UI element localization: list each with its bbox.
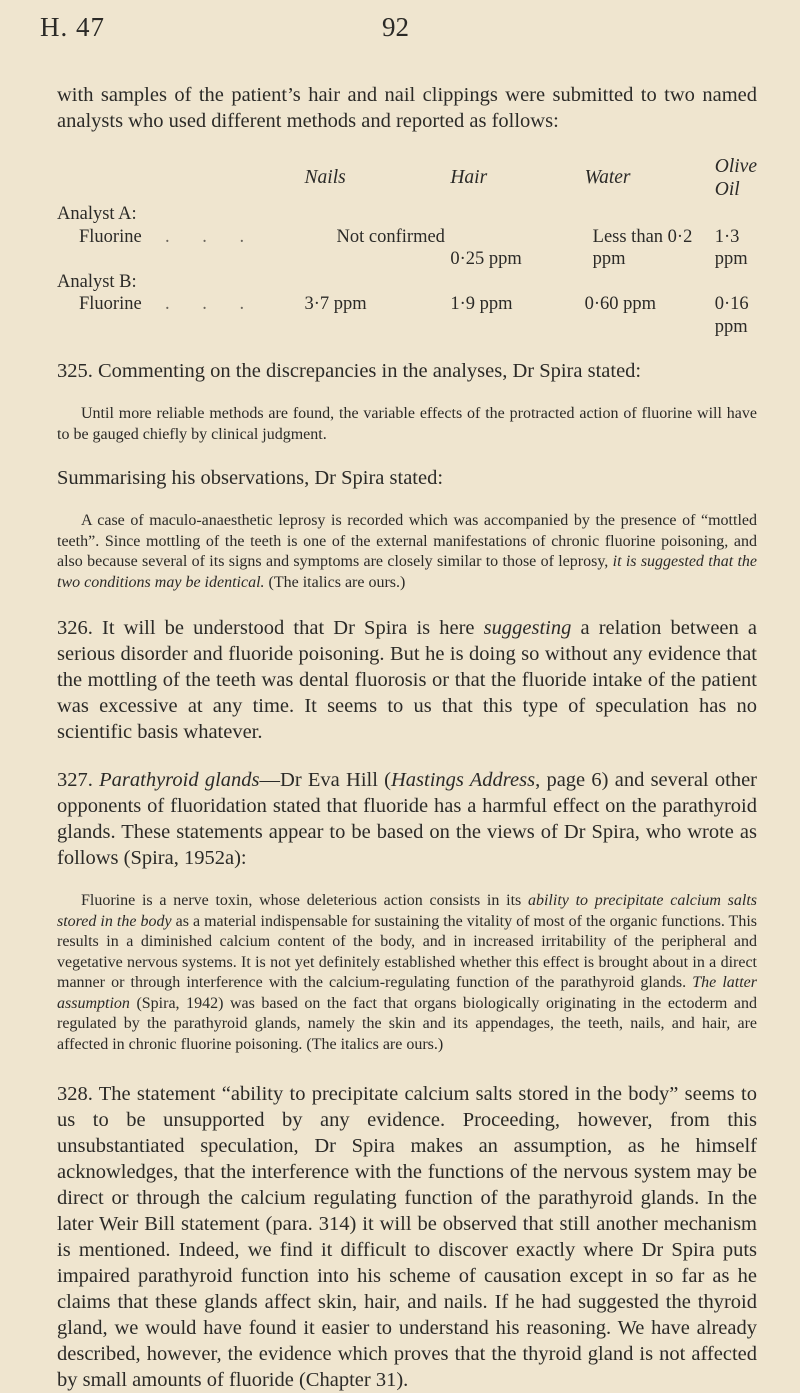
column-header-hair: Hair: [450, 167, 488, 189]
paragraph-327: 327. Parathyroid glands—Dr Eva Hill (Hastings Address, page 6) and several other opponents of fluoridation stated that fluoride has a harmful effect on the parathyroid glands. These statements appear to be based on the views of Dr Spira, who wrote as follows (Spira, 1952a):: [57, 769, 757, 869]
table-row: [57, 293, 757, 338]
cell-nails: 3·7 ppm: [304, 294, 367, 314]
quote-summary: A case of maculo-anaesthetic leprosy is recorded which was accompanied by the presence of “mottled teeth”. Since mottling of the teeth is one of the external manifestations of chronic fluorine poisoning, and also because several of its signs and symptoms are closely similar to those of leprosy, it is suggested that the two conditions may be identical. (The italics are ours.): [57, 512, 757, 591]
quote-327: Fluorine is a nerve toxin, whose deleterious action consists in its ability to precipitate calcium salts stored in the body as a material indispensable for sustaining the vitality of most of the organic functions. This results in a diminished calcium content of the body, and in increased irritability of the peripheral and vegetative nervous systems. It is not yet definitely established whether this effect is brought about in a direct manner or through interference with the calcium-regulating function of the parathyroid glands. The latter assumption (Spira, 1942) was based on the fact that organs biologically originating in the ectoderm and regulated by the parathyroid glands, namely the skin and its appendages, the teeth, nails, and hair, are affected in chronic fluorine poisoning. (The italics are ours.): [57, 892, 757, 1053]
cell-nails: Not confirmed: [336, 226, 445, 247]
cell-olive-oil: 0·16 ppm: [714, 294, 749, 337]
cell-hair: 1·9 ppm: [450, 294, 513, 314]
row-label: Fluorine . . .: [79, 226, 259, 247]
quote-325: Until more reliable methods are found, the variable effects of the protracted action of fluorine will have to be gauged chiefly by clinical judgment.: [57, 405, 757, 443]
cell-water: Less than 0·2 ppm: [592, 226, 693, 269]
analyst-a-label: Analyst A:: [57, 204, 137, 224]
row-label: Fluorine . . .: [79, 294, 259, 314]
table-row: [57, 226, 757, 271]
cell-water: 0·60 ppm: [584, 294, 657, 314]
paragraph-328: 328. The statement “ability to precipitate calcium salts stored in the body” seems to us to be unsupported by any evidence. Proceeding, however, from this unsubstantiated speculation, Dr Spira makes an assumption, as he himself acknowledges, that the interference with the functions of the nervous system may be direct or through the calcium regulating function of the parathyroid glands. In the later Weir Bill statement (para. 314) it will be observed that still another mechanism is mentioned. Indeed, we find it difficult to discover exactly where Dr Spira puts impaired parathyroid function into his scheme of causation except in so far as he claims that these glands affect skin, hair, and nails. If he had suggested the thyroid gland, we would have found it easier to understand his reasoning. We have already described, however, the evidence which proves that the thyroid gland is not affected by small amounts of fluoride (Chapter 31).: [57, 1083, 757, 1391]
column-header-olive-oil: Olive Oil: [714, 156, 757, 200]
report-reference: H. 47: [40, 12, 105, 42]
analysis-table: [57, 156, 757, 338]
page-body: [57, 82, 757, 1393]
paragraph-326: 326. It will be understood that Dr Spira is here suggesting a relation between a serious disorder and fluoride poisoning. But he is doing so without any evidence that the mottling of the teeth was dental fluorosis or that the fluoride intake of the patient was excessive at any time. It seems to us that this type of speculation has no scientific basis whatever.: [57, 617, 757, 743]
table-header-row: [57, 156, 757, 203]
table-row: [57, 203, 757, 226]
summarising-line: Summarising his observations, Dr Spira stated:: [57, 467, 444, 489]
page-header: [40, 12, 760, 52]
page-number: 92: [382, 12, 409, 42]
column-header-water: Water: [584, 167, 631, 189]
cell-olive-oil: 1·3 ppm: [714, 226, 748, 269]
intro-paragraph: with samples of the patient’s hair and nail clippings were submitted to two named analysts who used different methods and reported as follows:: [57, 84, 757, 132]
column-header-nails: Nails: [304, 167, 346, 189]
table-row: [57, 271, 757, 294]
paragraph-325: 325. Commenting on the discrepancies in the analyses, Dr Spira stated:: [57, 360, 642, 382]
analyst-b-label: Analyst B:: [57, 271, 137, 292]
cell-hair: 0·25 ppm: [450, 249, 522, 269]
